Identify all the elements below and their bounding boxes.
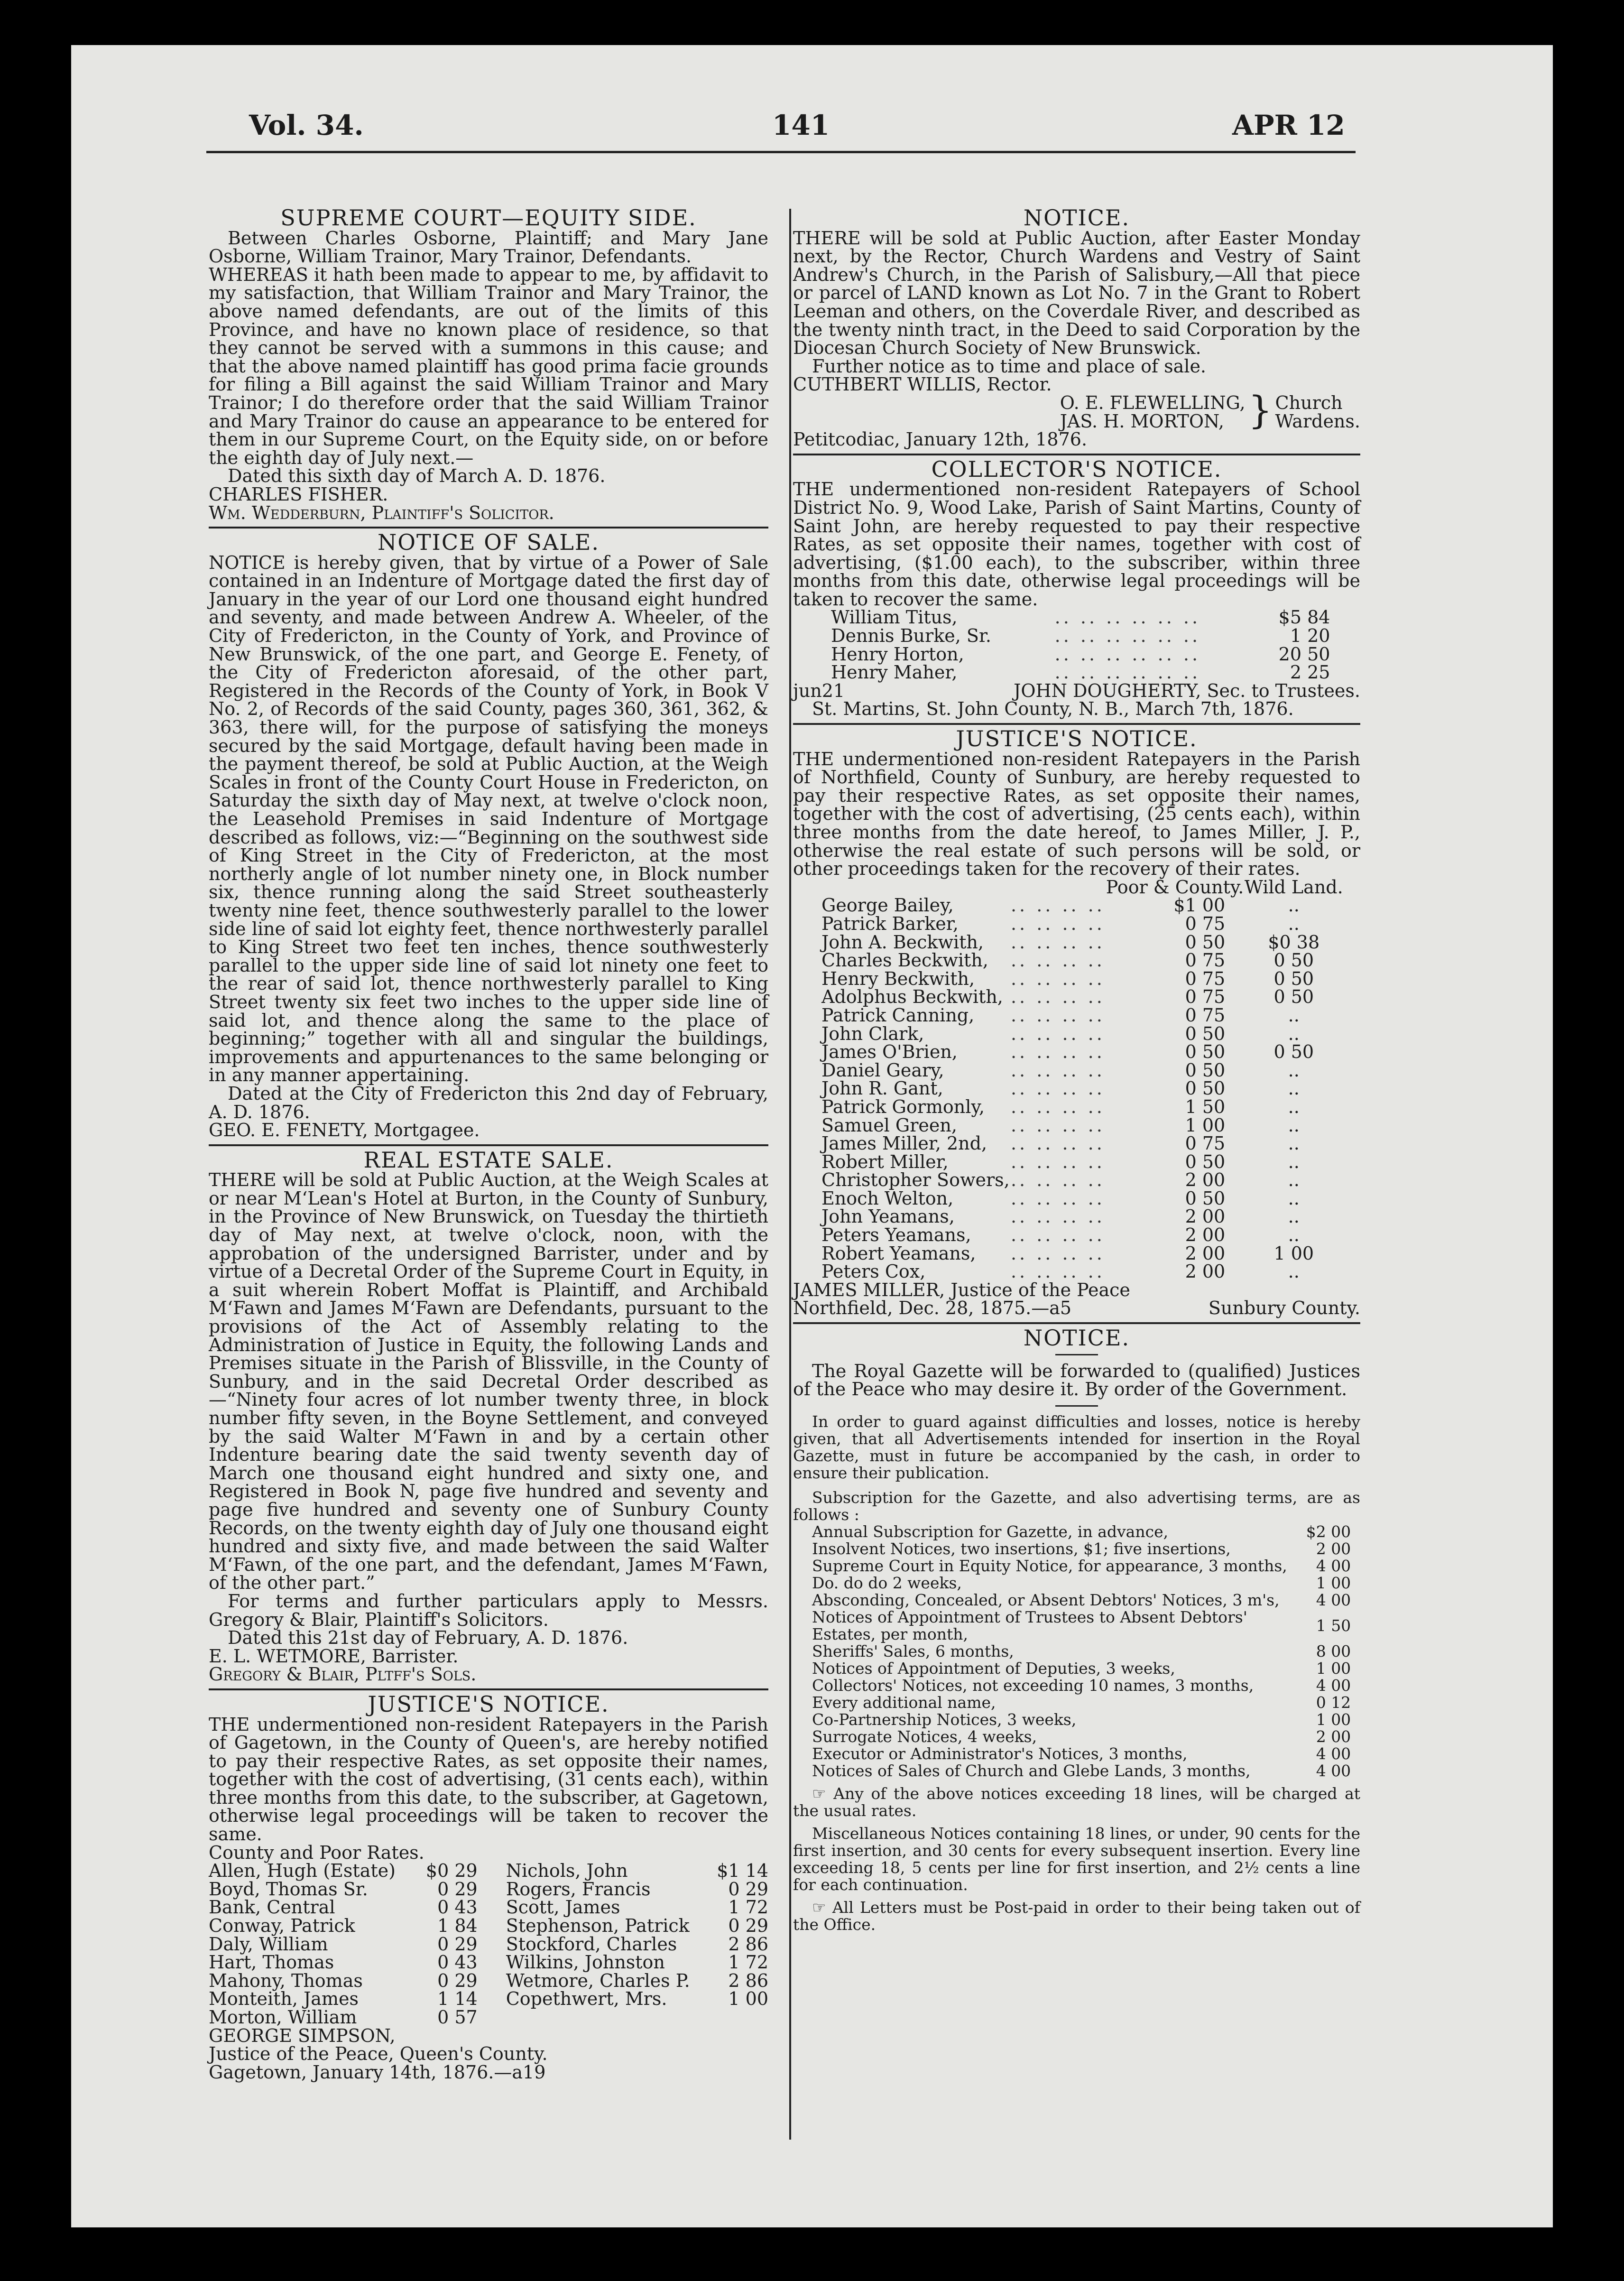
rate-price: 1 00 xyxy=(1316,1710,1351,1729)
table-row xyxy=(812,1677,1351,1694)
ratepayer-name: Allen, Hugh (Estate) xyxy=(209,1860,396,1882)
leader-dots: .. .. .. .. .. .. xyxy=(1054,607,1201,628)
justice-signer: GEORGE SIMPSON, xyxy=(209,2025,396,2046)
table-row xyxy=(209,1898,768,1917)
notice-body: THERE will be sold at Public Auction, after Easter Monday next, by the Rector, Church Wardens and Vestry of Saint Andrew's Church, in the Parish of Salisbury,—All that piece or parcel of LAND known as Lot No. 7 in the Grant to Robert Leeman and others, on the Coverdale River, and described as the twenty ninth tract, in the Deed to said Corporation by the Diocesan Church Society of New Brunswick. xyxy=(793,227,1360,359)
short-rule xyxy=(1055,1405,1098,1407)
church-label: Church xyxy=(1275,392,1343,413)
leader-dots: .. .. .. .. xyxy=(1010,1004,1105,1026)
ratepayer-name: Nichols, John xyxy=(506,1860,628,1882)
table-row xyxy=(821,896,1343,915)
table-row xyxy=(812,1711,1351,1728)
left-column xyxy=(209,205,768,2083)
warden-name: JAS. H. MORTON, xyxy=(1060,410,1224,432)
wild-land-value: .. xyxy=(1288,1023,1300,1044)
justice-signer-title: Justice of the Peace, Queen's County. xyxy=(209,2043,548,2065)
leader-dots: .. .. .. .. xyxy=(1010,1261,1105,1282)
column-head-wild-land: Wild Land. xyxy=(1244,876,1343,898)
table-row xyxy=(821,1134,1343,1153)
leader-dots: .. .. .. .. xyxy=(1010,931,1105,953)
rate-value: 0 50 xyxy=(1185,1151,1226,1172)
ratepayer-name: Morton, William xyxy=(209,2007,357,2028)
rate-description: Notices of Sales of Church and Glebe Lands, 3 months, xyxy=(812,1761,1251,1780)
table-row xyxy=(821,1262,1343,1281)
ratepayer-name: Peters Yeamans, xyxy=(821,1224,971,1246)
gazette-lines18: ☞ Any of the above notices exceeding 18 lines, will be charged at the usual rates. xyxy=(793,1784,1361,1820)
advertising-rates-table xyxy=(812,1523,1351,1780)
ratepayer-name: Peters Cox, xyxy=(821,1261,926,1282)
supreme-court-dated: Dated this sixth day of March A. D. 1876. xyxy=(228,465,606,487)
rate-value: 2 00 xyxy=(1185,1224,1226,1246)
table-row xyxy=(812,1643,1351,1660)
rate-value: 20 50 xyxy=(1278,643,1330,665)
table-row xyxy=(821,951,1343,970)
table-row xyxy=(821,1244,1343,1263)
table-row xyxy=(831,645,1330,664)
wild-land-value: .. xyxy=(1288,1059,1300,1081)
rate-value: 1 50 xyxy=(1185,1096,1226,1117)
rate-price: 4 00 xyxy=(1316,1676,1351,1695)
collector-sign-row xyxy=(793,682,1360,700)
ratepayer-name: Monteith, James xyxy=(209,1988,359,2010)
lines18-text: Any of the above notices exceeding 18 lines, will be charged at the usual rates. xyxy=(793,1784,1361,1820)
notice-church-land xyxy=(793,205,1360,450)
rate-description: Insolvent Notices, two insertions, $1; five insertions, xyxy=(812,1539,1231,1558)
section-divider xyxy=(209,527,768,529)
table-row xyxy=(821,970,1343,988)
rate-price: 4 00 xyxy=(1316,1761,1351,1780)
table-row xyxy=(821,1116,1343,1135)
rate-value: 0 50 xyxy=(1185,1078,1226,1099)
leader-dots: .. .. .. .. xyxy=(1010,950,1105,971)
wild-land-value: .. xyxy=(1288,1187,1300,1209)
justice2-title: JUSTICE'S NOTICE. xyxy=(956,726,1198,752)
table-row xyxy=(209,1917,768,1935)
gazette-title: NOTICE. xyxy=(1023,1325,1130,1351)
table-row xyxy=(821,1171,1343,1189)
column-head-poor-county: Poor & County. xyxy=(1106,876,1244,898)
real-estate-title: REAL ESTATE SALE. xyxy=(363,1147,614,1173)
gazette-terms: Subscription for the Gazette, and also advertising terms, are as follows : xyxy=(793,1488,1360,1524)
rate-description: Notices of Appointment of Trustees to Absent Debtors' Estates, per month, xyxy=(812,1607,1247,1643)
section-divider xyxy=(793,454,1360,455)
table-row xyxy=(209,1990,768,2008)
rate-value: 0 50 xyxy=(1185,931,1226,953)
table-row xyxy=(821,1226,1343,1244)
table-row xyxy=(812,1762,1351,1780)
leader-dots: .. .. .. .. xyxy=(1010,1206,1105,1227)
ratepayer-name: John Clark, xyxy=(821,1023,924,1044)
section-divider xyxy=(209,1688,768,1690)
rate-description: Every additional name, xyxy=(812,1693,996,1712)
rate-value: 2 00 xyxy=(1185,1261,1226,1282)
gazette-notice xyxy=(793,1325,1361,1934)
wild-land-value: .. xyxy=(1288,1151,1300,1172)
rate-value: 0 75 xyxy=(1185,950,1226,971)
table-row xyxy=(812,1660,1351,1677)
issue-date: APR 12 xyxy=(1232,109,1345,141)
rate-value: 1 72 xyxy=(728,1897,768,1918)
rate-description: Supreme Court in Equity Notice, for appearance, 3 months, xyxy=(812,1556,1287,1575)
wild-land-value: .. xyxy=(1288,1169,1300,1191)
rate-description: Co-Partnership Notices, 3 weeks, xyxy=(812,1710,1077,1729)
header-rule xyxy=(206,151,1356,153)
rate-value: 0 50 xyxy=(1185,1023,1226,1044)
collector-notice xyxy=(793,456,1360,720)
ratepayer-name: Henry Maher, xyxy=(831,662,958,683)
brace: } xyxy=(1248,388,1273,432)
table-row xyxy=(812,1575,1351,1592)
rate-price: 4 00 xyxy=(1316,1744,1351,1763)
blank-cell xyxy=(821,878,1011,897)
northfield-rates-table xyxy=(821,878,1343,1281)
ratepayer-name: John Yeamans, xyxy=(821,1206,955,1227)
table-row xyxy=(831,663,1330,682)
supreme-court-notice xyxy=(209,205,768,523)
rate-price: $2 00 xyxy=(1306,1522,1351,1541)
ratepayer-name xyxy=(506,2008,711,2027)
rate-value: 0 29 xyxy=(437,1970,478,1991)
rate-price: 4 00 xyxy=(1316,1590,1351,1609)
justice-dated: Gagetown, January 14th, 1876.—a19 xyxy=(209,2061,546,2083)
blank-cell xyxy=(1011,878,1106,897)
rate-value: 0 29 xyxy=(728,1878,768,1900)
leader-dots: .. .. .. .. xyxy=(1010,1023,1105,1044)
section-divider xyxy=(209,1144,768,1146)
table-row xyxy=(209,1953,768,1972)
column-divider xyxy=(789,209,791,2140)
ratepayer-name: Robert Yeamans, xyxy=(821,1242,976,1264)
rate-description: Annual Subscription for Gazette, in advance, xyxy=(812,1522,1169,1541)
leader-dots: .. .. .. .. xyxy=(1010,1169,1105,1191)
ratepayer-name: Daly, William xyxy=(209,1933,328,1955)
gazette-letters: ☞ All Letters must be Post-paid in order to their being taken out of the Office. xyxy=(793,1898,1360,1934)
rate-value: 2 00 xyxy=(1185,1169,1226,1191)
justice2-signer: JAMES MILLER, Justice of the Peace xyxy=(793,1279,1130,1300)
rate-value: 0 57 xyxy=(437,2007,478,2028)
ratepayer-name: Robert Miller, xyxy=(821,1151,949,1172)
wild-land-value: .. xyxy=(1288,895,1300,916)
justice-title: JUSTICE'S NOTICE. xyxy=(368,1691,609,1717)
ratepayer-name: James O'Brien, xyxy=(821,1041,958,1063)
table-row xyxy=(812,1745,1351,1762)
wardens-block xyxy=(793,388,1360,432)
ratepayer-name: George Bailey, xyxy=(821,895,954,916)
ratepayer-name: Patrick Canning, xyxy=(821,1004,975,1026)
rate-value: 1 14 xyxy=(437,1988,478,2010)
table-row xyxy=(821,988,1343,1006)
supreme-court-body: WHEREAS it hath been made to appear to me, by affidavit to my satisfaction, that William Trainor and Mary Trainor, the above named defendants, are out of the limits of this Province, and have no known place of residence, so that they cannot be served with a summons in this cause; and that the above named plaintiff has good prima facie grounds for filing a Bill against the said William Trainor and Mary Trainor; I do therefore order that the said William Trainor and Mary Trainor do cause an appearance to be entered for them in our Supreme Court, on the Equity side, on or before the eighth day of July next.— xyxy=(209,264,768,468)
ratepayer-name: Adolphus Beckwith, xyxy=(821,986,1003,1008)
wild-land-value: 0 50 xyxy=(1273,1041,1314,1063)
collector-rates-table xyxy=(831,608,1330,681)
table-row xyxy=(821,1153,1343,1171)
justice-notice-northfield xyxy=(793,726,1360,1319)
rate-price: 8 00 xyxy=(1316,1641,1351,1660)
table-row xyxy=(209,1935,768,1954)
rate-description: Absconding, Concealed, or Absent Debtors' Notices, 3 m's, xyxy=(812,1590,1280,1609)
ratepayer-name: Patrick Gormonly, xyxy=(821,1096,985,1117)
table-row xyxy=(821,1098,1343,1116)
rate-value: 1 00 xyxy=(1185,1114,1226,1136)
rate-value: 0 29 xyxy=(728,1915,768,1937)
table-row xyxy=(831,608,1330,627)
ratepayer-name: Hart, Thomas xyxy=(209,1952,334,1973)
rate-description: Notices of Appointment of Deputies, 3 weeks, xyxy=(812,1659,1175,1678)
justice-table-head: County and Poor Rates. xyxy=(209,1842,424,1863)
wild-land-value: .. xyxy=(1288,913,1300,934)
wardens-label: Wardens. xyxy=(1275,410,1360,432)
collector-code: jun21 xyxy=(793,680,845,701)
collector-dated: St. Martins, St. John County, N. B., March 7th, 1876. xyxy=(812,698,1294,720)
supreme-court-parties: Between Charles Osborne, Plaintiff; and Mary Jane Osborne, William Trainor, Mary Trainor, Defendants. xyxy=(209,227,768,267)
wild-land-value: $0 38 xyxy=(1268,931,1320,953)
table-row xyxy=(812,1694,1351,1711)
notice-dated: Petitcodiac, January 12th, 1876. xyxy=(793,429,1088,450)
notice-further: Further notice as to time and place of sale. xyxy=(812,355,1207,377)
rate-value: 0 75 xyxy=(1185,913,1226,934)
notice-of-sale xyxy=(209,529,768,1141)
supreme-court-solicitor: Wm. Wedderburn, Plaintiff's Solicitor. xyxy=(209,502,554,523)
table-row xyxy=(812,1609,1351,1643)
table-row xyxy=(812,1540,1351,1558)
rate-description: Sheriffs' Sales, 6 months, xyxy=(812,1641,1014,1660)
real-estate-sols: Gregory & Blair, Pltff's Sols. xyxy=(209,1664,477,1685)
justice2-place: Northfield, Dec. 28, 1875.—a5 xyxy=(793,1298,1072,1319)
short-rule xyxy=(1055,1354,1098,1355)
ratepayer-name: James Miller, 2nd, xyxy=(821,1133,987,1154)
leader-dots: .. .. .. .. .. .. xyxy=(1054,643,1201,665)
rate-value: 0 75 xyxy=(1185,986,1226,1008)
rate-value: 0 50 xyxy=(1185,1187,1226,1209)
ratepayer-name: Boyd, Thomas Sr. xyxy=(209,1878,368,1900)
ratepayer-name: Mahony, Thomas xyxy=(209,1970,363,1991)
rate-value xyxy=(711,2008,768,2027)
justice2-place-row xyxy=(793,1299,1360,1317)
rate-description: Collectors' Notices, not exceeding 10 names, 3 months, xyxy=(812,1676,1254,1695)
table-row xyxy=(821,1207,1343,1226)
leader-dots: .. .. .. .. xyxy=(1010,1187,1105,1209)
table-row xyxy=(812,1728,1351,1745)
leader-dots: .. .. .. .. xyxy=(1010,968,1105,989)
ratepayer-name: Stockford, Charles xyxy=(506,1933,677,1955)
rate-value: 2 25 xyxy=(1290,662,1330,683)
rate-value: 1 72 xyxy=(728,1952,768,1973)
notice-of-sale-body: NOTICE is hereby given, that by virtue of a Power of Sale contained in an Indenture of Mortgage dated the first day of January in the year of our Lord one thousand eight hundred and seventy, and made between Andrew A. Wheeler, of the City of Fredericton, in the County of York, and Province of New Brunswick, of the one part, and George E. Fenety, of the City of Fredericton aforesaid, of the other part, Registered in the Records of the County of York, in Book V No. 2, of Records of the said County, pages 360, 361, 362, & 363, there will, for the purpose of satisfying the moneys secured by the said Mortgage, default having been made in the payment thereof, be sold at Public Auction, at the Weigh Scales in front of the County Court House in Fredericton, on Saturday the sixth day of May next, at twelve o'clock noon, the Leasehold Premises in said Indenture of Mortgage described as follows, viz:—“Beginning on the southwest side of King Street in the City of Fredericton, at the most northerly angle of lot number ninety one, in Block number six, thence running along the said Street southeasterly twenty nine feet, thence southwesterly parallel to the lower side line of said lot eighty feet, thence northwesterly parallel to King Street two feet ten inches, thence southwesterly parallel to the upper side line of said lot ninety one feet to the rear of said lot, thence northwesterly parallel to King Street twenty six feet two inches to the upper side line of said lot, and thence along the same to the place of beginning;” together with all and singular the buildings, improvements and appurtenances to the same belonging or in any manner appertaining. xyxy=(209,552,768,1086)
table-row xyxy=(821,933,1343,952)
real-estate-dated: Dated this 21st day of February, A. D. 1876. xyxy=(228,1627,628,1649)
table-row xyxy=(209,2008,768,2027)
rate-value: 2 00 xyxy=(1185,1242,1226,1264)
leader-dots: .. .. .. .. xyxy=(1010,1224,1105,1246)
leader-dots: .. .. .. .. .. .. xyxy=(1054,625,1201,647)
wild-land-value: 0 50 xyxy=(1273,950,1314,971)
ratepayer-name: John R. Gant, xyxy=(821,1078,943,1099)
right-column xyxy=(793,205,1361,1934)
ratepayer-name: Henry Horton, xyxy=(831,643,964,665)
wild-land-value: 0 50 xyxy=(1273,968,1314,989)
wild-land-value: .. xyxy=(1288,1133,1300,1154)
table-row xyxy=(209,1880,768,1899)
justice-notice-gagetown xyxy=(209,1691,768,2083)
wild-land-value: .. xyxy=(1288,1114,1300,1136)
table-row xyxy=(812,1558,1351,1575)
rate-price: 0 12 xyxy=(1316,1693,1351,1712)
wild-land-value: 1 00 xyxy=(1273,1242,1314,1264)
supreme-court-title: SUPREME COURT—EQUITY SIDE. xyxy=(280,205,697,231)
rate-description: Executor or Administrator's Notices, 3 months, xyxy=(812,1744,1188,1763)
leader-dots: .. .. .. .. xyxy=(1010,895,1105,916)
rate-value: 1 20 xyxy=(1290,625,1330,647)
leader-dots: .. .. .. .. xyxy=(1010,1242,1105,1264)
gagetown-rates-table xyxy=(209,1862,768,2026)
leader-dots: .. .. .. .. xyxy=(1010,913,1105,934)
rate-value: $1 14 xyxy=(717,1860,768,1882)
ratepayer-name: Copethwert, Mrs. xyxy=(506,1988,667,2010)
leader-dots: .. .. .. .. xyxy=(1010,986,1105,1008)
rate-value: 0 50 xyxy=(1185,1041,1226,1063)
leader-dots: .. .. .. .. xyxy=(1010,1059,1105,1081)
table-row xyxy=(812,1592,1351,1609)
rate-price: 1 00 xyxy=(1316,1659,1351,1678)
table-row xyxy=(209,1862,768,1880)
warden-name: O. E. FLEWELLING, xyxy=(1060,392,1246,413)
gazette-misc: Miscellaneous Notices containing 18 lines, or under, 90 cents for the first insertion, and 30 cents for every subsequent insertion. Every line exceeding 18, 5 cents per line for first insertion, and 2½ cents a line for each continuation. xyxy=(793,1824,1360,1894)
table-row xyxy=(821,1061,1343,1080)
rate-price: 1 50 xyxy=(1316,1616,1351,1635)
justice2-county: Sunbury County. xyxy=(1208,1298,1360,1319)
rate-value: 2 86 xyxy=(728,1970,768,1991)
rate-value: 0 43 xyxy=(437,1952,478,1973)
real-estate-signer: E. L. WETMORE, Barrister. xyxy=(209,1645,459,1667)
rate-value: 0 75 xyxy=(1185,1004,1226,1026)
wild-land-value: .. xyxy=(1288,1224,1300,1246)
ratepayer-name: Christopher Sowers, xyxy=(821,1169,1010,1191)
wild-land-value: .. xyxy=(1288,1206,1300,1227)
rate-description: Surrogate Notices, 4 weeks, xyxy=(812,1727,1037,1746)
ratepayer-name: Patrick Barker, xyxy=(821,913,959,934)
table-row xyxy=(821,1079,1343,1098)
rate-value: 2 86 xyxy=(728,1933,768,1955)
ratepayer-name: Samuel Green, xyxy=(821,1114,957,1136)
wild-land-value: .. xyxy=(1288,1004,1300,1026)
justice2-body: THE undermentioned non-resident Ratepayers in the Parish of Northfield, County of Sunbury, are hereby requested to pay their respective Rates, as set opposite their names, together with the cost of advertising, (25 cents each), within three months from the date hereof, to James Miller, J. P., otherwise the real estate of such persons will be sold, or other proceedings taken for the recovery of their rates. xyxy=(793,748,1360,880)
rate-value: 1 00 xyxy=(728,1988,768,2010)
real-estate-body: THERE will be sold at Public Auction, at the Weigh Scales at or near M‘Lean's Hotel at Burton, in the County of Sunbury, in the Province of New Brunswick, on Tuesday the thirtieth day of May next, at twelve o'clock, noon, with the approbation of the undersigned Barrister, under and by virtue of a Decretal Order of the Supreme Court in Equity, in a suit wherein Robert Moffat is Plaintiff, and Archibald M‘Fawn and James M‘Fawn are Defendants, pursuant to the provisions of the Act of Assembly relating to the Administration of Justice in Equity, the following Lands and Premises situate in the Parish of Blissville, in the County of Sunbury, and in the said Decretal Order described as—“Ninety four acres of lot number twenty three, in block number fifty seven, in the Boyne Settlement, and conveyed by the said Walter M‘Fawn in and by a certain other Indenture bearing date the said twenty seventh day of March one thousand eight hundred and sixty one, and Registered in Book N, page five hundred and seventy and page five hundred and seventy one of Sunbury County Records, on the twenty eighth day of July one thousand eight hundred and sixty five, and made between the said Walter M‘Fawn, of the one part, and the defendant, James M‘Fawn, of the other part.” xyxy=(209,1169,768,1594)
rate-value: $0 29 xyxy=(425,1860,478,1882)
rate-value: 0 29 xyxy=(437,1878,478,1900)
leader-dots: .. .. .. .. xyxy=(1010,1114,1105,1136)
ratepayer-name: Henry Beckwith, xyxy=(821,968,975,989)
rate-price: 1 00 xyxy=(1316,1573,1351,1592)
table-row xyxy=(821,1043,1343,1061)
wild-land-value: .. xyxy=(1288,1078,1300,1099)
ratepayer-name: John A. Beckwith, xyxy=(821,931,984,953)
rate-price: 4 00 xyxy=(1316,1556,1351,1575)
rate-value: 0 43 xyxy=(437,1897,478,1918)
notice-of-sale-signer: GEO. E. FENETY, Mortgagee. xyxy=(209,1120,480,1141)
rate-value: $1 00 xyxy=(1173,895,1226,916)
leader-dots: .. .. .. .. xyxy=(1010,1078,1105,1099)
table-row xyxy=(209,1972,768,1990)
rate-value: 1 84 xyxy=(437,1915,478,1937)
ratepayer-name: Stephenson, Patrick xyxy=(506,1915,690,1937)
page-number: 141 xyxy=(772,109,830,141)
ratepayer-name: Dennis Burke, Sr. xyxy=(831,625,991,647)
collector-title: COLLECTOR'S NOTICE. xyxy=(931,456,1222,482)
table-row xyxy=(812,1523,1351,1540)
rate-value: $5 84 xyxy=(1278,607,1330,628)
real-estate-terms: For terms and further particulars apply to Messrs. Gregory & Blair, Plaintiff's Solicitors. xyxy=(209,1590,768,1630)
ratepayer-name: Charles Beckwith, xyxy=(821,950,988,971)
ratepayer-name: Bank, Central xyxy=(209,1897,335,1918)
leader-dots: .. .. .. .. xyxy=(1010,1133,1105,1154)
wild-land-value: 0 50 xyxy=(1273,986,1314,1008)
ratepayer-name: Rogers, Francis xyxy=(506,1878,651,1900)
wild-land-value: .. xyxy=(1288,1261,1300,1282)
ratepayer-name: Conway, Patrick xyxy=(209,1915,355,1937)
ratepayer-name: Scott, James xyxy=(506,1897,620,1918)
rate-value: 0 75 xyxy=(1185,1133,1226,1154)
ratepayer-name: Wilkins, Johnston xyxy=(506,1952,665,1973)
ratepayer-name: Daniel Geary, xyxy=(821,1059,944,1081)
letters-text: All Letters must be Post-paid in order to their being taken out of the Office. xyxy=(793,1898,1360,1934)
rate-price: 2 00 xyxy=(1316,1539,1351,1558)
leader-dots: .. .. .. .. xyxy=(1010,1041,1105,1063)
ratepayer-name: Wetmore, Charles P. xyxy=(506,1970,690,1991)
rate-value: 0 50 xyxy=(1185,1059,1226,1081)
table-row xyxy=(821,1025,1343,1043)
notice-of-sale-title: NOTICE OF SALE. xyxy=(378,529,600,556)
leader-dots: .. .. .. .. xyxy=(1010,1096,1105,1117)
table-row xyxy=(821,878,1343,897)
real-estate-sale xyxy=(209,1147,768,1685)
leader-dots: .. .. .. .. xyxy=(1010,1151,1105,1172)
table-row xyxy=(821,915,1343,933)
ratepayer-name: William Titus, xyxy=(831,607,958,628)
collector-signer: JOHN DOUGHERTY, Sec. to Trustees. xyxy=(1014,680,1360,701)
supreme-court-signer: CHARLES FISHER. xyxy=(209,483,388,505)
rate-description: Do. do do 2 weeks, xyxy=(812,1573,962,1592)
table-row xyxy=(821,1006,1343,1025)
ratepayer-name: Enoch Welton, xyxy=(821,1187,954,1209)
rate-price: 2 00 xyxy=(1316,1727,1351,1746)
notice-rector: CUTHBERT WILLIS, Rector. xyxy=(793,374,1052,395)
justice-body: THE undermentioned non-resident Ratepayers in the Parish of Gagetown, in the County of Queen's, are hereby notified to pay their respective Rates, as set opposite their names, together with the cost of advertising, (31 cents each), within three months from this date, to the subscriber, at Gagetown, otherwise legal proceedings will be taken to recover the same. xyxy=(209,1714,768,1845)
volume-label: Vol. 34. xyxy=(249,109,364,141)
table-row xyxy=(831,627,1330,645)
rate-value: 0 75 xyxy=(1185,968,1226,989)
gazette-justices: The Royal Gazette will be forwarded to (qualified) Justices of the Peace who may desire it. By order of the Government. xyxy=(793,1360,1360,1400)
gazette-cash-notice: In order to guard against difficulties and losses, notice is hereby given, that all Advertisements intended for insertion in the Royal Gazette, must in future be accompanied by the cash, in order to ensure their publication. xyxy=(793,1412,1360,1482)
leader-dots: .. .. .. .. .. .. xyxy=(1054,662,1201,683)
rate-value: 0 29 xyxy=(437,1933,478,1955)
notice-title: NOTICE. xyxy=(1023,205,1130,231)
rate-value: 2 00 xyxy=(1185,1206,1226,1227)
notice-of-sale-dated: Dated at the City of Fredericton this 2nd day of February, A. D. 1876. xyxy=(209,1083,768,1122)
section-divider xyxy=(793,1322,1360,1324)
collector-body: THE undermentioned non-resident Ratepayers of School District No. 9, Wood Lake, Parish of Saint Martins, County of Saint John, are hereby requested to pay their respective Rates, as set opposite their names, together with cost of advertising, ($1.00 each), to the subscriber, within three months from this date, otherwise legal proceedings will be taken to recover the same. xyxy=(793,479,1360,610)
table-row xyxy=(821,1189,1343,1208)
section-divider xyxy=(793,723,1360,725)
wild-land-value: .. xyxy=(1288,1096,1300,1117)
